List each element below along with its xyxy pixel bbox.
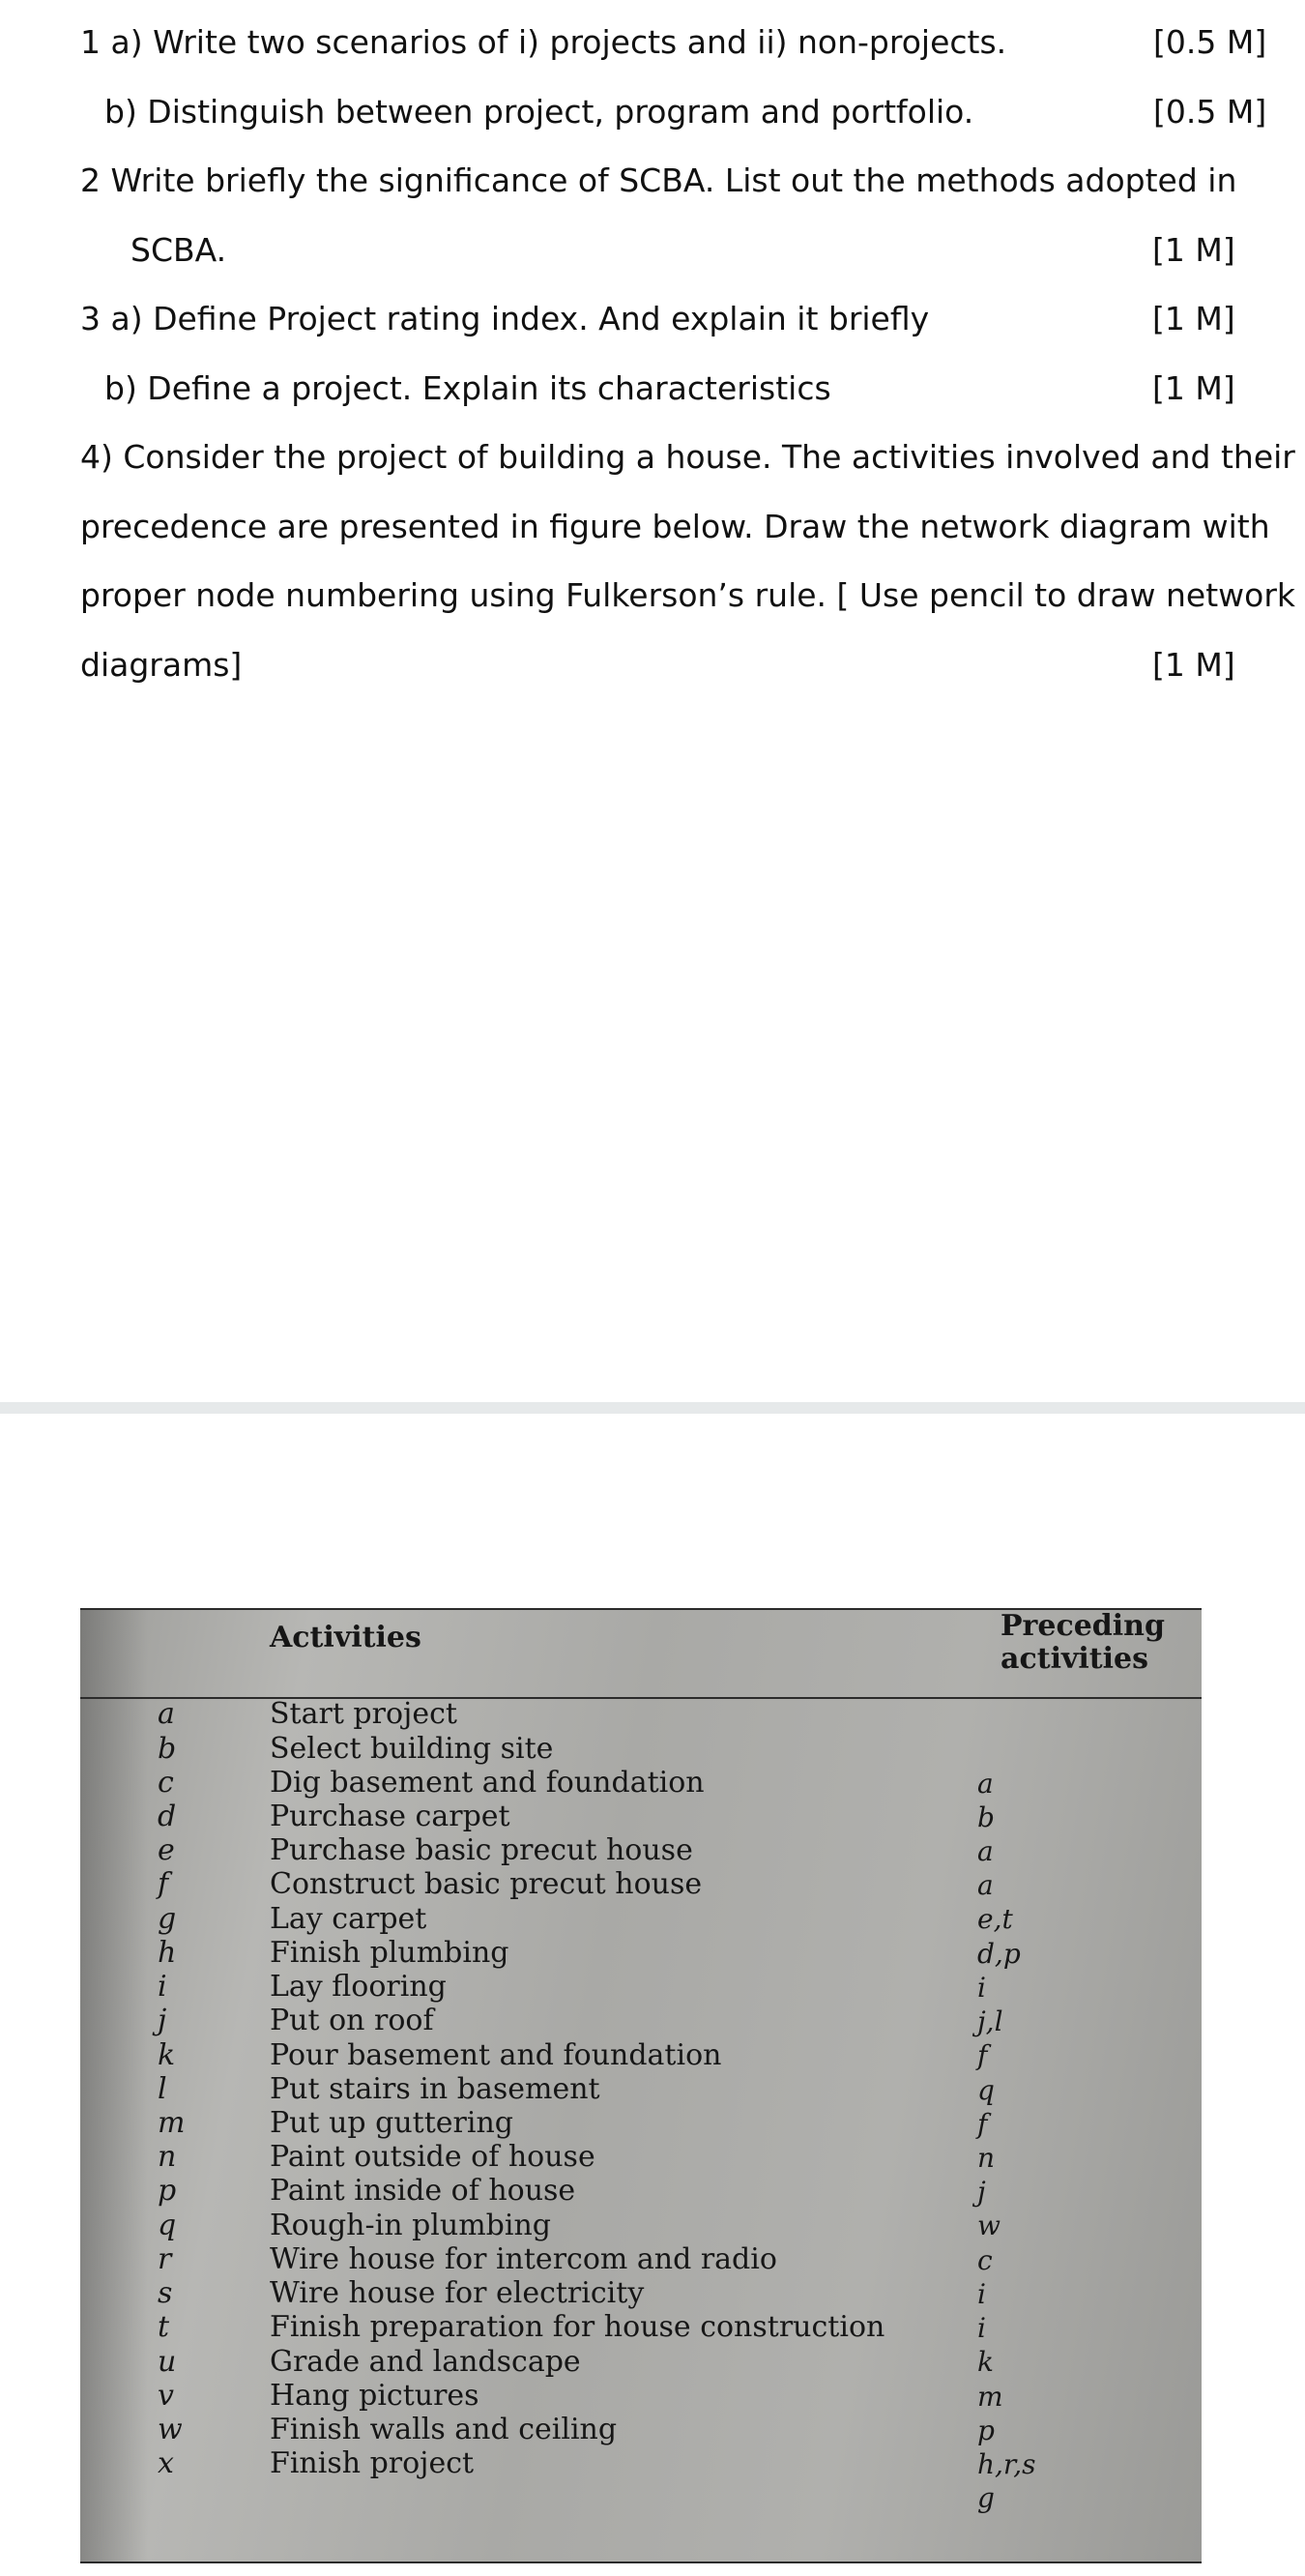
- activity-row: [80, 2276, 1202, 2310]
- preceding-activities: h,r,s: [977, 2448, 1036, 2480]
- preceding-activities: j: [977, 2176, 986, 2208]
- activity-table-photo: [80, 1608, 1202, 2563]
- question-line: [0, 83, 1305, 141]
- activity-row: [80, 1697, 1202, 1731]
- preceding-activities: a: [977, 1768, 994, 1800]
- activity-description: Put on roof: [270, 2004, 434, 2037]
- preceding-activities: q: [977, 2074, 995, 2106]
- activity-row: [80, 1800, 1202, 1833]
- activity-letter: u: [158, 2345, 177, 2379]
- question-marks: [0.5 M]: [1153, 23, 1267, 61]
- activity-description: Grade and landscape: [270, 2345, 581, 2379]
- preceding-activities: i: [977, 2312, 986, 2344]
- activity-letter: d: [158, 1800, 177, 1833]
- activity-letter: i: [158, 1970, 167, 2004]
- activity-row: [80, 2209, 1202, 2242]
- activity-description: Pour basement and foundation: [270, 2038, 722, 2072]
- table-bottom-rule: [80, 2561, 1202, 2563]
- activity-letter: p: [158, 2174, 177, 2208]
- question-text: precedence are presented in figure below. Draw the network diagram with: [80, 508, 1270, 545]
- activity-row: [80, 2004, 1202, 2037]
- activity-letter: a: [158, 1697, 175, 1731]
- preceding-activities: k: [977, 2346, 994, 2378]
- activity-description: Purchase carpet: [270, 1800, 510, 1833]
- question-line: [0, 221, 1305, 279]
- question-text: 1 a) Write two scenarios of i) projects and ii) non-projects.: [80, 23, 1007, 61]
- activity-description: Select building site: [270, 1732, 554, 1766]
- question-line: [0, 290, 1305, 348]
- question-text: 3 a) Define Project rating index. And explain it briefly: [80, 300, 930, 337]
- activity-row: [80, 1867, 1202, 1901]
- activity-description: Lay carpet: [270, 1902, 427, 1936]
- preceding-activities: d,p: [977, 1938, 1021, 1970]
- preceding-activities: i: [977, 1972, 986, 2004]
- activity-row: [80, 1766, 1202, 1800]
- activity-row: [80, 2242, 1202, 2276]
- activity-row: [80, 1732, 1202, 1766]
- activity-description: Finish preparation for house construction: [270, 2310, 885, 2344]
- activity-letter: r: [158, 2242, 172, 2276]
- activity-description: Paint inside of house: [270, 2174, 576, 2208]
- question-text: 2 Write briefly the significance of SCBA. List out the methods adopted in: [80, 161, 1237, 199]
- question-marks: [1 M]: [1152, 646, 1235, 684]
- activity-row: [80, 2310, 1202, 2344]
- activity-row: [80, 2446, 1202, 2480]
- activity-letter: m: [158, 2106, 186, 2140]
- preceding-activities: e,t: [977, 1903, 1013, 1935]
- activity-row: [80, 1833, 1202, 1867]
- preceding-activities: f: [977, 2108, 988, 2140]
- activity-row: [80, 2106, 1202, 2140]
- activity-description: Finish project: [270, 2446, 475, 2480]
- activity-letter: t: [158, 2310, 170, 2344]
- preceding-activities: i: [977, 2278, 986, 2310]
- question-text: SCBA.: [130, 231, 227, 269]
- preceding-activities: a: [977, 1869, 994, 1901]
- activity-description: Lay flooring: [270, 1970, 447, 2004]
- activity-description: Put stairs in basement: [270, 2072, 600, 2106]
- header-preceding: Preceding: [1000, 1609, 1165, 1643]
- activity-letter: g: [158, 1902, 177, 1936]
- preceding-activities: w: [977, 2210, 1000, 2241]
- activity-row: [80, 1936, 1202, 1970]
- activity-description: Wire house for intercom and radio: [270, 2242, 777, 2276]
- question-line: [0, 428, 1305, 486]
- activity-letter: k: [158, 2038, 176, 2072]
- preceding-activities: g: [977, 2482, 995, 2514]
- question-text: b) Define a project. Explain its characteristics: [104, 369, 831, 407]
- header-preceding-sub: activities: [1000, 1642, 1149, 1676]
- activity-description: Dig basement and foundation: [270, 1766, 705, 1800]
- preceding-activities: n: [977, 2142, 996, 2174]
- question-marks: [1 M]: [1152, 300, 1235, 337]
- activity-row: [80, 2379, 1202, 2413]
- question-line: [0, 567, 1305, 625]
- activity-letter: q: [158, 2209, 177, 2242]
- activity-description: Rough-in plumbing: [270, 2209, 551, 2242]
- activity-description: Paint outside of house: [270, 2140, 595, 2174]
- section-divider: [0, 1402, 1305, 1414]
- activity-letter: j: [158, 2004, 167, 2037]
- question-marks: [0.5 M]: [1153, 93, 1267, 131]
- activity-description: Wire house for electricity: [270, 2276, 645, 2310]
- preceding-activities: f: [977, 2039, 988, 2071]
- activity-description: Hang pictures: [270, 2379, 479, 2413]
- preceding-activities: b: [977, 1801, 995, 1833]
- activity-letter: h: [158, 1936, 177, 1970]
- question-text: proper node numbering using Fulkerson’s rule. [ Use pencil to draw network: [80, 576, 1296, 614]
- activity-description: Finish plumbing: [270, 1936, 509, 1970]
- preceding-activities: m: [977, 2381, 1003, 2413]
- activity-row: [80, 2140, 1202, 2174]
- activity-letter: c: [158, 1766, 174, 1800]
- activity-letter: w: [158, 2413, 183, 2446]
- activity-letter: b: [158, 1732, 177, 1766]
- activity-row: [80, 1970, 1202, 2004]
- preceding-activities: p: [977, 2415, 995, 2446]
- question-line: [0, 636, 1305, 694]
- activity-description: Construct basic precut house: [270, 1867, 703, 1901]
- activity-row: [80, 2072, 1202, 2106]
- activity-letter: l: [158, 2072, 167, 2106]
- activity-description: Finish walls and ceiling: [270, 2413, 618, 2446]
- preceding-activities: j,l: [977, 2005, 1003, 2037]
- question-text: b) Distinguish between project, program and portfolio.: [104, 93, 974, 131]
- question-marks: [1 M]: [1152, 231, 1235, 269]
- question-line: [0, 498, 1305, 556]
- activity-letter: x: [158, 2446, 174, 2480]
- activity-description: Purchase basic precut house: [270, 1833, 693, 1867]
- activity-row: [80, 2345, 1202, 2379]
- activity-row: [80, 2413, 1202, 2446]
- activity-row: [80, 2038, 1202, 2072]
- activity-description: Put up guttering: [270, 2106, 514, 2140]
- activity-description: Start project: [270, 1697, 457, 1731]
- question-marks: [1 M]: [1152, 369, 1235, 407]
- question-line: [0, 152, 1305, 210]
- activity-letter: n: [158, 2140, 177, 2174]
- activity-letter: v: [158, 2379, 174, 2413]
- question-line: [0, 360, 1305, 418]
- activity-row: [80, 2174, 1202, 2208]
- header-activities: Activities: [270, 1621, 421, 1654]
- question-line: [0, 14, 1305, 72]
- activity-row: [80, 1902, 1202, 1936]
- preceding-activities: c: [977, 2244, 993, 2276]
- question-text: diagrams]: [80, 646, 243, 684]
- activity-letter: s: [158, 2276, 173, 2310]
- preceding-activities: a: [977, 1835, 994, 1867]
- activity-letter: f: [158, 1867, 169, 1901]
- activity-letter: e: [158, 1833, 175, 1867]
- question-text: 4) Consider the project of building a house. The activities involved and their: [80, 438, 1295, 476]
